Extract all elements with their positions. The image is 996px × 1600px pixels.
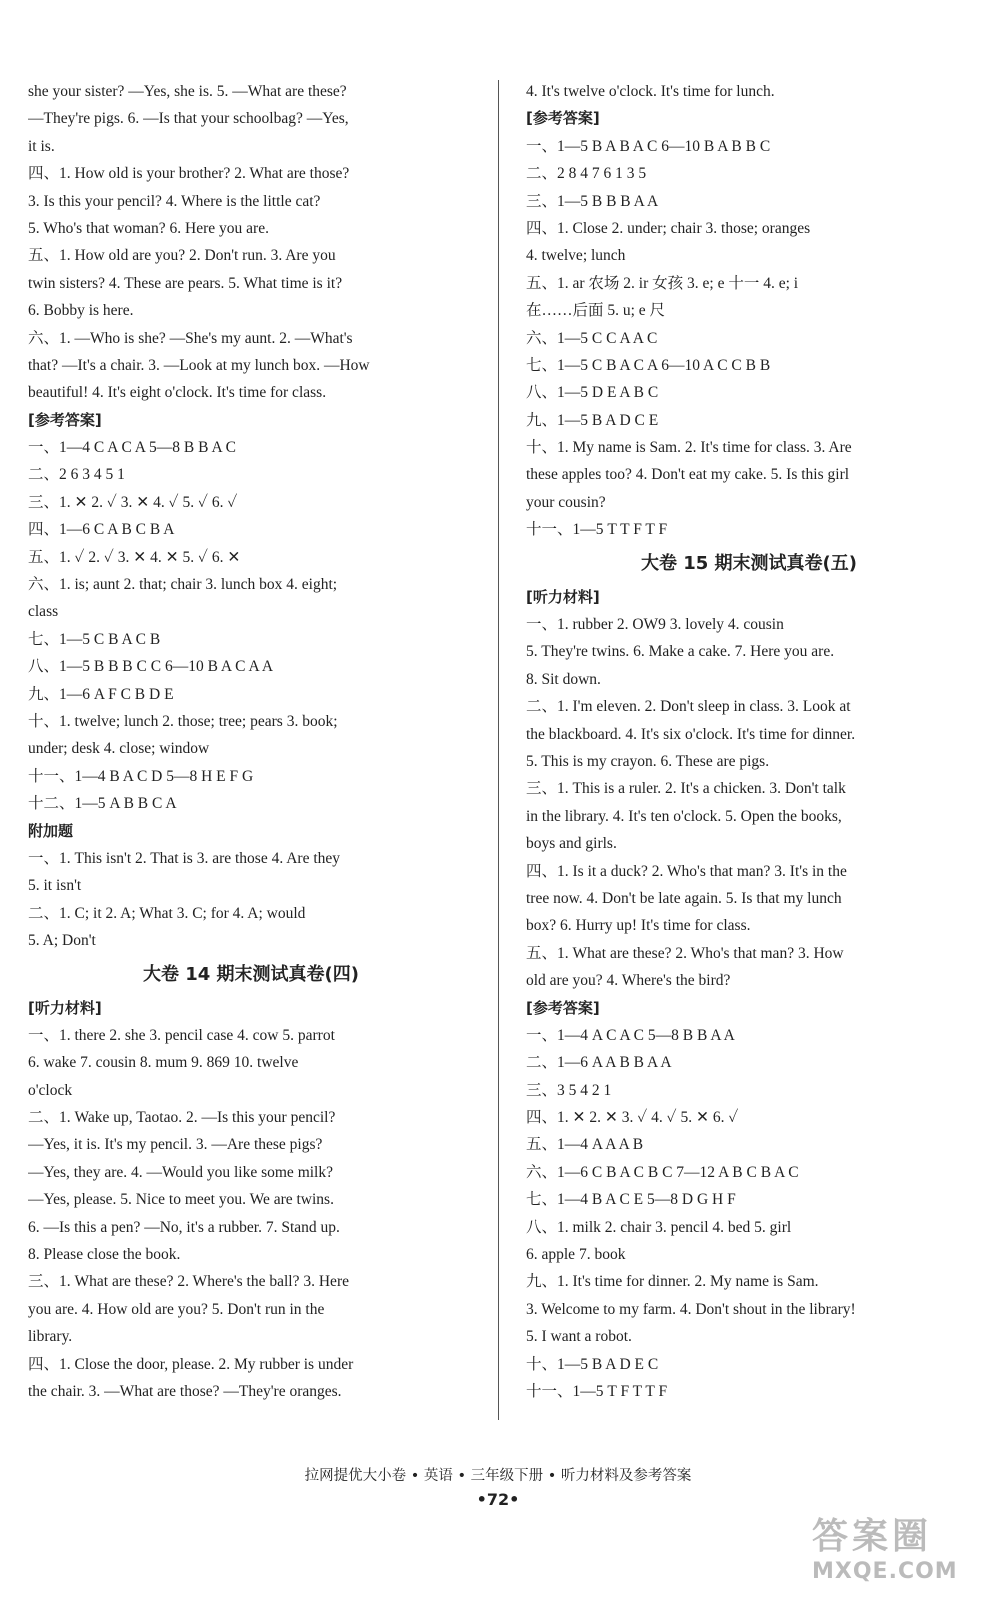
- text-line: the blackboard. 4. It's six o'clock. It's time for dinner.: [526, 725, 856, 743]
- text-line: —Yes, they are. 4. —Would you like some milk?: [28, 1163, 333, 1181]
- watermark-text-bottom: MXQE.COM: [812, 1559, 958, 1584]
- text-line: 五、1. ar 农场 2. ir 女孩 3. e; e 十一 4. e; i: [526, 274, 799, 292]
- text-line: 4. It's twelve o'clock. It's time for lunch.: [526, 83, 775, 100]
- page-number: •72•: [476, 1490, 520, 1509]
- text-line: 九、1. It's time for dinner. 2. My name is Sam.: [526, 1273, 819, 1291]
- text-line: 二、1. C; it 2. A; What 3. C; for 4. A; would: [28, 904, 306, 922]
- text-line: 六、1—5 C C A A C: [526, 329, 658, 347]
- text-line: in the library. 4. It's ten o'clock. 5. Open the books,: [526, 807, 842, 825]
- text-line: 四、1. How old is your brother? 2. What are those?: [28, 165, 350, 183]
- text-line: 附加题: [28, 821, 74, 840]
- text-line: 5. They're twins. 6. Make a cake. 7. Here you are.: [526, 643, 835, 661]
- text-line: 二、2 8 4 7 6 1 3 5: [526, 165, 647, 183]
- section-heading: 大卷 15 期末测试真卷(五): [640, 552, 858, 574]
- text-line: 四、1. Close the door, please. 2. My rubber is under: [28, 1355, 354, 1373]
- text-line: 6. —Is this a pen? —No, it's a rubber. 7. Stand up.: [28, 1218, 340, 1236]
- text-line: under; desk 4. close; window: [28, 740, 210, 758]
- text-line: 4. twelve; lunch: [526, 247, 626, 265]
- text-line: 3. Welcome to my farm. 4. Don't shout in the library!: [526, 1300, 856, 1318]
- text-line: 8. Sit down.: [526, 670, 601, 688]
- text-line: 三、1—5 B B B A A: [526, 192, 659, 210]
- text-line: 二、1. I'm eleven. 2. Don't sleep in class. 3. Look at: [526, 698, 851, 716]
- text-line: [听力材料]: [526, 587, 600, 606]
- text-line: 三、3 5 4 2 1: [526, 1081, 612, 1099]
- watermark-text-top: 答案圈: [812, 1516, 933, 1557]
- text-line: 十一、1—5 T F T T F: [526, 1382, 668, 1400]
- text-line: 3. Is this your pencil? 4. Where is the little cat?: [28, 192, 321, 210]
- text-line: 七、1—5 C B A C B: [28, 630, 161, 648]
- text-line: 六、1—6 C B A C B C 7—12 A B C B A C: [526, 1163, 799, 1181]
- text-line: [参考答案]: [526, 109, 600, 128]
- text-line: 一、1—5 B A B A C 6—10 B A B B C: [526, 137, 771, 155]
- text-line: boys and girls.: [526, 835, 617, 853]
- text-line: 十一、1—4 B A C D 5—8 H E F G: [28, 767, 254, 785]
- text-line: class: [28, 603, 59, 621]
- text-line: 5. it isn't: [28, 877, 82, 895]
- text-line: [听力材料]: [28, 998, 102, 1017]
- text-line: 5. I want a robot.: [526, 1328, 632, 1346]
- text-line: 七、1—4 B A C E 5—8 D G H F: [526, 1191, 736, 1209]
- text-line: 四、1. Close 2. under; chair 3. those; oranges: [526, 219, 811, 237]
- section-heading: 大卷 14 期末测试真卷(四): [142, 963, 360, 985]
- text-line: 十、1. twelve; lunch 2. those; tree; pears 3. book;: [28, 712, 338, 730]
- text-line: 八、1. milk 2. chair 3. pencil 4. bed 5. girl: [526, 1218, 792, 1236]
- text-line: 一、1—4 A C A C 5—8 B B A A: [526, 1026, 735, 1044]
- text-line: 四、1—6 C A B C B A: [28, 521, 175, 539]
- text-line: 九、1—5 B A D C E: [526, 411, 659, 429]
- text-line: 一、1. there 2. she 3. pencil case 4. cow 5. parrot: [28, 1026, 335, 1044]
- text-line: [参考答案]: [28, 410, 102, 429]
- text-line: 一、1—4 C A C A 5—8 B B A C: [28, 439, 237, 457]
- text-line: —Yes, please. 5. Nice to meet you. We are twins.: [28, 1191, 334, 1209]
- left-column: [28, 78, 474, 1405]
- column-divider: [498, 80, 499, 1420]
- text-line: 五、1. What are these? 2. Who's that man? 3. How: [526, 944, 844, 962]
- text-line: 一、1. This isn't 2. That is 3. are those 4. Are they: [28, 849, 341, 867]
- text-line: 十、1—5 B A D E C: [526, 1355, 659, 1373]
- text-line: your cousin?: [526, 493, 606, 511]
- text-line: that? —It's a chair. 3. —Look at my lunch box. —How: [28, 356, 370, 374]
- watermark-logo: [812, 1515, 982, 1595]
- text-line: these apples too? 4. Don't eat my cake. 5. Is this girl: [526, 466, 850, 484]
- text-line: 5. Who's that woman? 6. Here you are.: [28, 219, 269, 237]
- text-line: 四、1. ✕ 2. ✕ 3. ✓ 4. ✓ 5. ✕ 6. ✓: [526, 1109, 739, 1127]
- text-line: old are you? 4. Where's the bird?: [526, 972, 731, 990]
- text-line: 6. Bobby is here.: [28, 302, 134, 320]
- text-line: 四、1. Is it a duck? 2. Who's that man? 3. It's in the: [526, 862, 847, 880]
- text-line: 十一、1—5 T T F T F: [526, 521, 668, 539]
- text-line: tree now. 4. Don't be late again. 5. Is that my lunch: [526, 889, 842, 907]
- text-line: 五、1—4 A A A B: [526, 1136, 644, 1154]
- text-line: library.: [28, 1328, 73, 1346]
- text-line: the chair. 3. —What are those? —They're oranges.: [28, 1382, 342, 1400]
- text-line: 十二、1—5 A B B C A: [28, 795, 177, 813]
- text-line: 十、1. My name is Sam. 2. It's time for class. 3. Are: [526, 439, 852, 457]
- text-line: o'clock: [28, 1081, 73, 1099]
- text-line: 三、1. What are these? 2. Where's the ball? 3. Here: [28, 1273, 349, 1291]
- text-line: she your sister? —Yes, she is. 5. —What are these?: [28, 83, 347, 100]
- text-line: 七、1—5 C B A C A 6—10 A C C B B: [526, 356, 771, 374]
- text-line: 6. apple 7. book: [526, 1246, 626, 1264]
- text-line: box? 6. Hurry up! It's time for class.: [526, 917, 751, 935]
- text-line: 5. This is my crayon. 6. These are pigs.: [526, 752, 770, 770]
- text-line: 九、1—6 A F C B D E: [28, 685, 174, 703]
- text-line: 三、1. This is a ruler. 2. It's a chicken. 3. Don't talk: [526, 780, 846, 798]
- text-line: 二、1. Wake up, Taotao. 2. —Is this your pencil?: [28, 1109, 336, 1127]
- text-line: 六、1. —Who is she? —She's my aunt. 2. —What's: [28, 329, 353, 347]
- text-line: 三、1. ✕ 2. ✓ 3. ✕ 4. ✓ 5. ✓ 6. ✓: [28, 493, 238, 511]
- text-line: 6. wake 7. cousin 8. mum 9. 869 10. twelve: [28, 1054, 299, 1072]
- text-line: 在……后面 5. u; e 尺: [526, 302, 666, 320]
- text-line: 二、1—6 A A B B A A: [526, 1054, 672, 1072]
- text-line: [参考答案]: [526, 998, 600, 1017]
- text-line: 八、1—5 B B B C C 6—10 B A C A A: [28, 658, 274, 676]
- text-line: 二、2 6 3 4 5 1: [28, 466, 125, 484]
- text-line: twin sisters? 4. These are pears. 5. What time is it?: [28, 274, 343, 292]
- text-line: you are. 4. How old are you? 5. Don't run in the: [28, 1300, 325, 1318]
- text-line: 5. A; Don't: [28, 932, 96, 950]
- right-column: [526, 78, 972, 1405]
- text-line: 八、1—5 D E A B C: [526, 384, 659, 402]
- text-line: it is.: [28, 137, 55, 155]
- text-line: 五、1. How old are you? 2. Don't run. 3. Are you: [28, 247, 336, 265]
- text-line: 一、1. rubber 2. OW9 3. lovely 4. cousin: [526, 616, 784, 634]
- text-line: —They're pigs. 6. —Is that your schoolbag? —Yes,: [28, 110, 349, 128]
- footer-title: 拉网提优大小卷 • 英语 • 三年级下册 • 听力材料及参考答案: [304, 1468, 692, 1484]
- text-line: 六、1. is; aunt 2. that; chair 3. lunch box 4. eight;: [28, 576, 338, 594]
- text-line: —Yes, it is. It's my pencil. 3. —Are these pigs?: [28, 1136, 323, 1154]
- text-line: beautiful! 4. It's eight o'clock. It's time for class.: [28, 384, 327, 402]
- text-line: 五、1. ✓ 2. ✓ 3. ✕ 4. ✕ 5. ✓ 6. ✕: [28, 548, 241, 566]
- text-line: 8. Please close the book.: [28, 1246, 181, 1264]
